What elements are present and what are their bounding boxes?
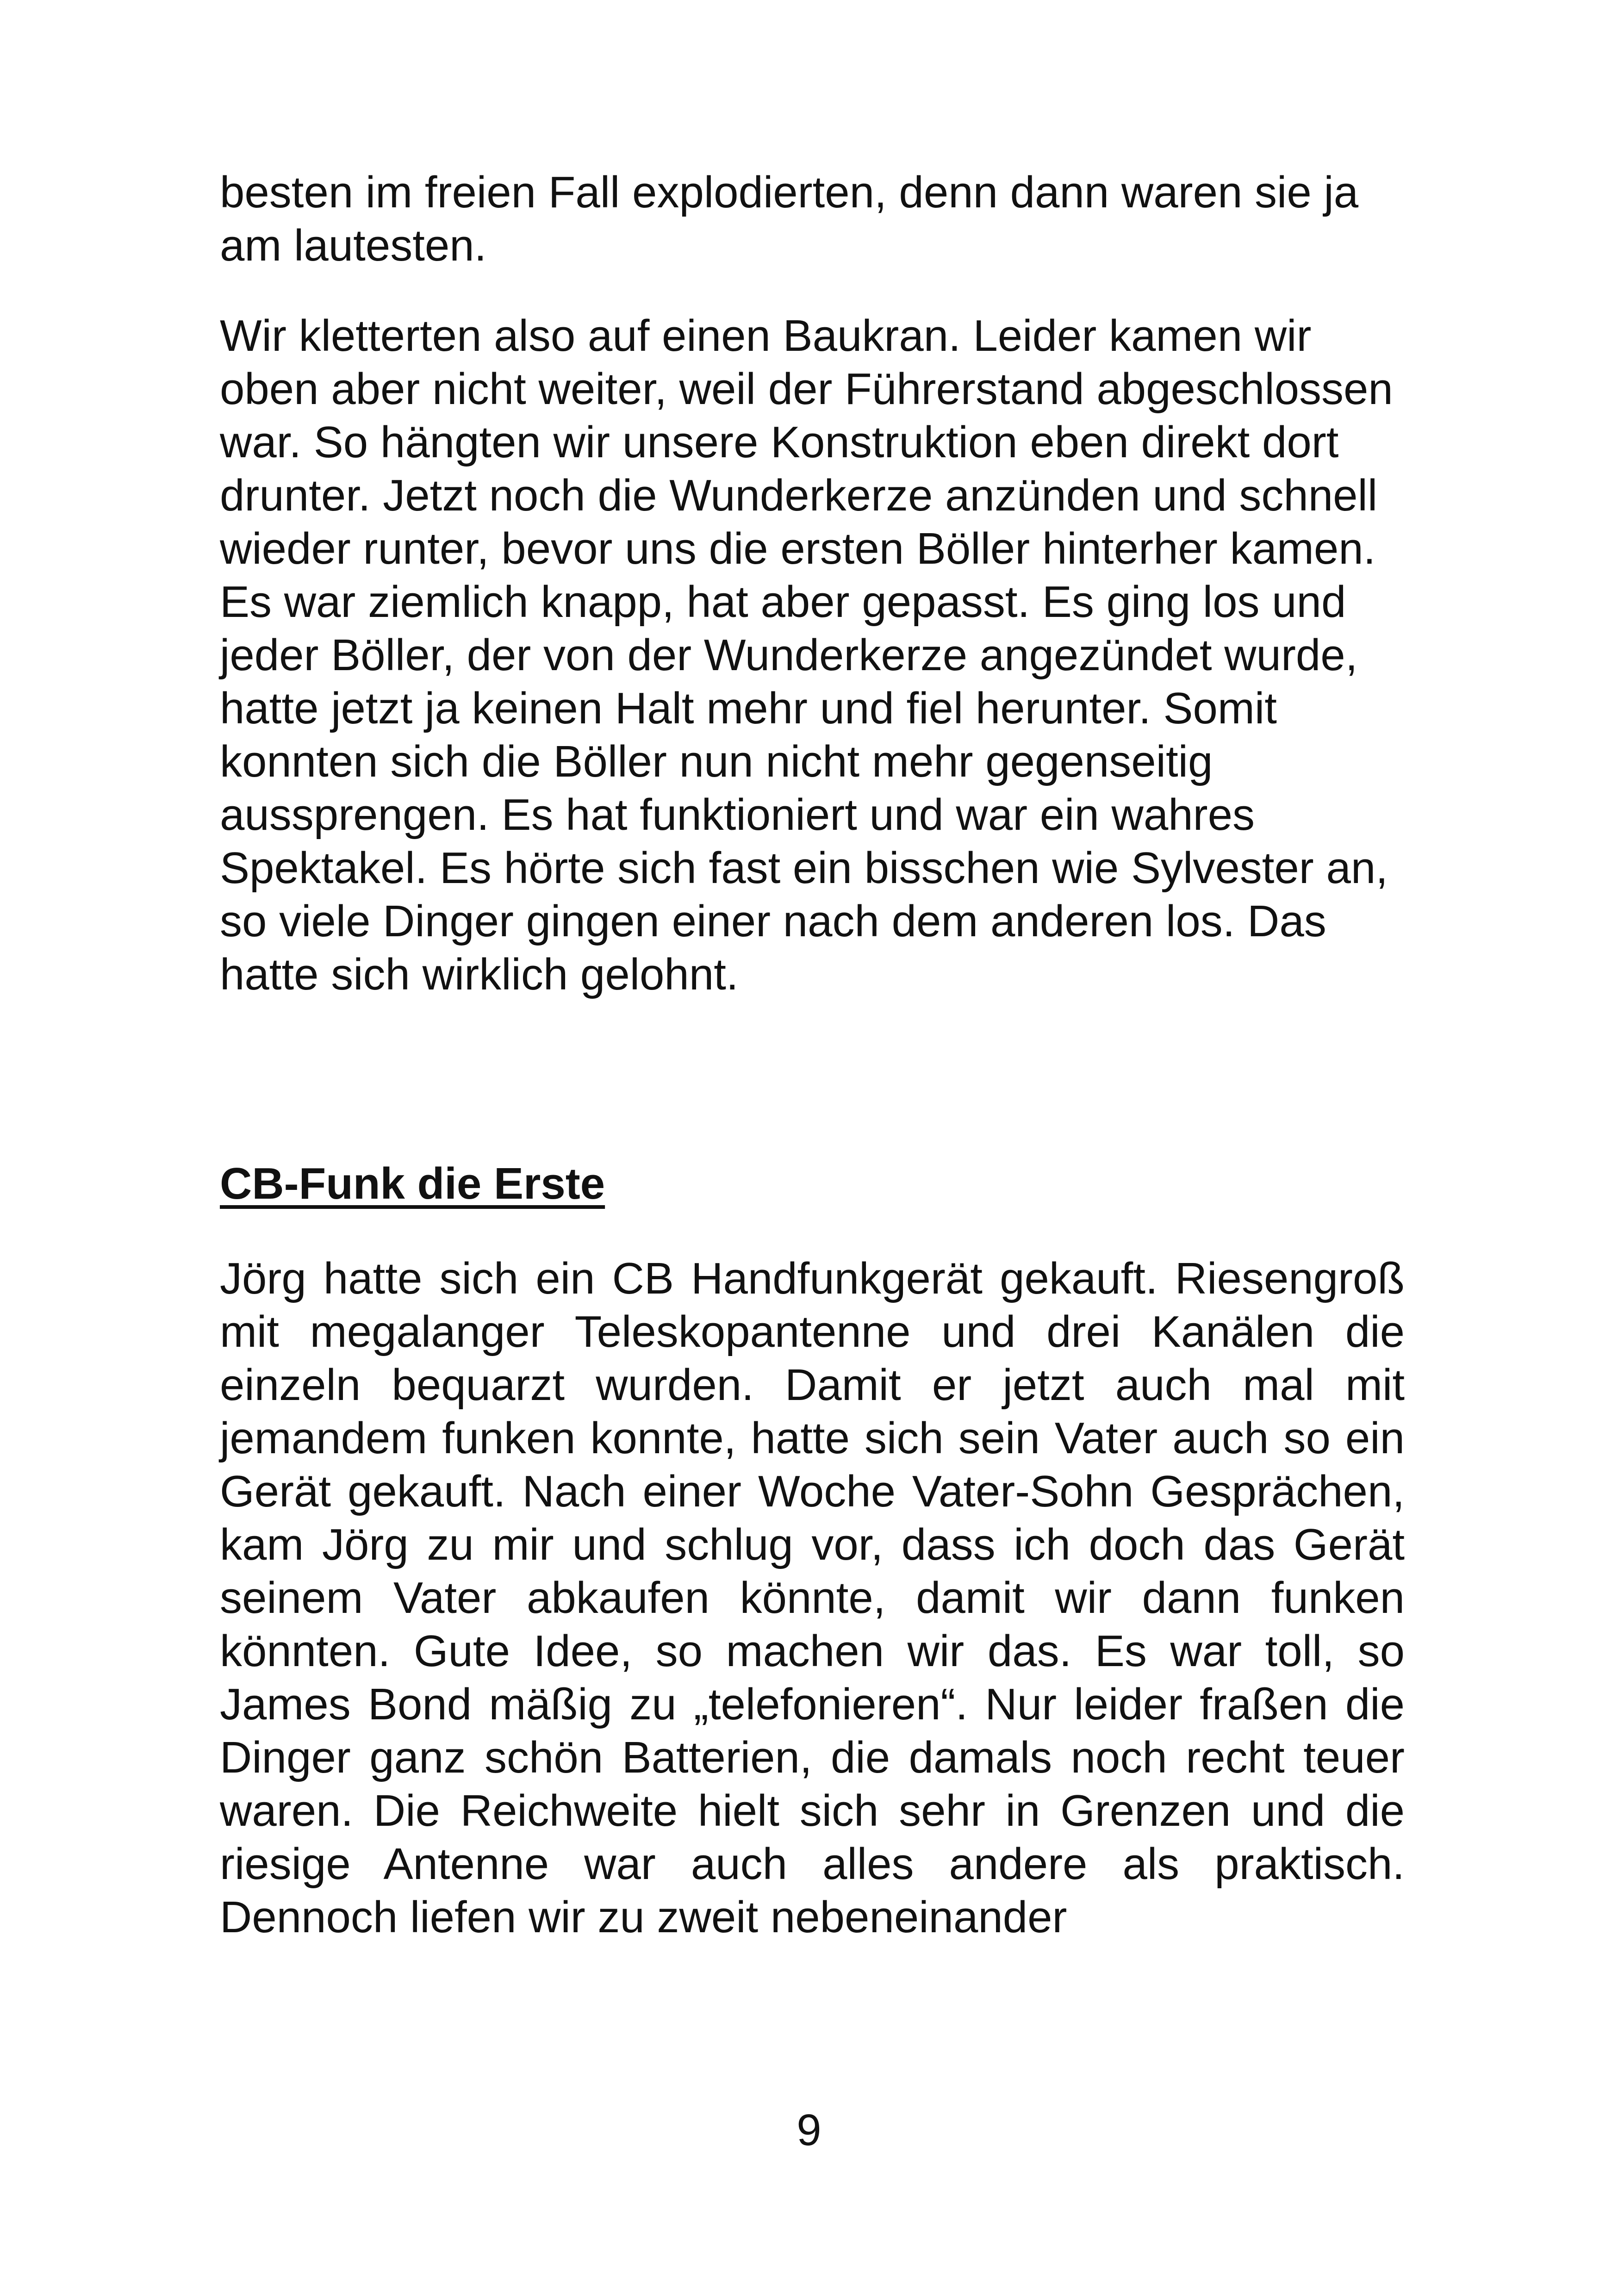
paragraph-crane-story: Wir kletterten also auf einen Baukran. Leider kamen wir oben aber nicht weiter, weil der Führerstand abgeschlossen war. So hängten wir unsere Konstruktion eben direkt dort drunter. Jetzt noch die Wunderkerze anzünden und schnell wieder runter, bevor uns die ersten Böller hinterher kamen. Es war ziemlich knapp, hat aber gepasst. Es ging los und jeder Böller, der von der Wunderkerze angezündet wurde, hatte jetzt ja keinen Halt mehr und fiel herunter. Somit konnten sich die Böller nun nicht mehr gegenseitig aussprengen. Es hat funktioniert und war ein wahres Spektakel. Es hörte sich fast ein bisschen wie Sylvester an, so viele Dinger gingen einer nach dem anderen los. Das hatte sich wirklich gelohnt. [220, 311, 1393, 999]
section-heading: CB-Funk die Erste [220, 1159, 605, 1208]
paragraph-continuation: besten im freien Fall explodierten, denn dann waren sie ja am lautesten. [220, 168, 1359, 270]
page-number: 9 [797, 2105, 821, 2155]
paragraph-cb-radio: Jörg hatte sich ein CB Handfunkgerät gekauft. Riesengroß mit megalanger Teleskopantenne und drei Kanälen die einzeln bequarzt wurden. Damit er jetzt auch mal mit jemandem funken konnte, hatte sich sein Vater auch so ein Gerät gekauft. Nach einer Woche Vater-Sohn Gesprächen, kam Jörg zu mir und schlug vor, dass ich doch das Gerät seinem Vater abkaufen könnte, damit wir dann funken könnten. Gute Idee, so machen wir das. Es war toll, so James Bond mäßig zu „telefonieren“. Nur leider fraßen die Dinger ganz schön Batterien, die damals noch recht teuer waren. Die Reichweite hielt sich sehr in Grenzen und die riesige Antenne war auch alles andere als praktisch. Dennoch liefen wir zu zweit nebeneinander [220, 1254, 1405, 1942]
